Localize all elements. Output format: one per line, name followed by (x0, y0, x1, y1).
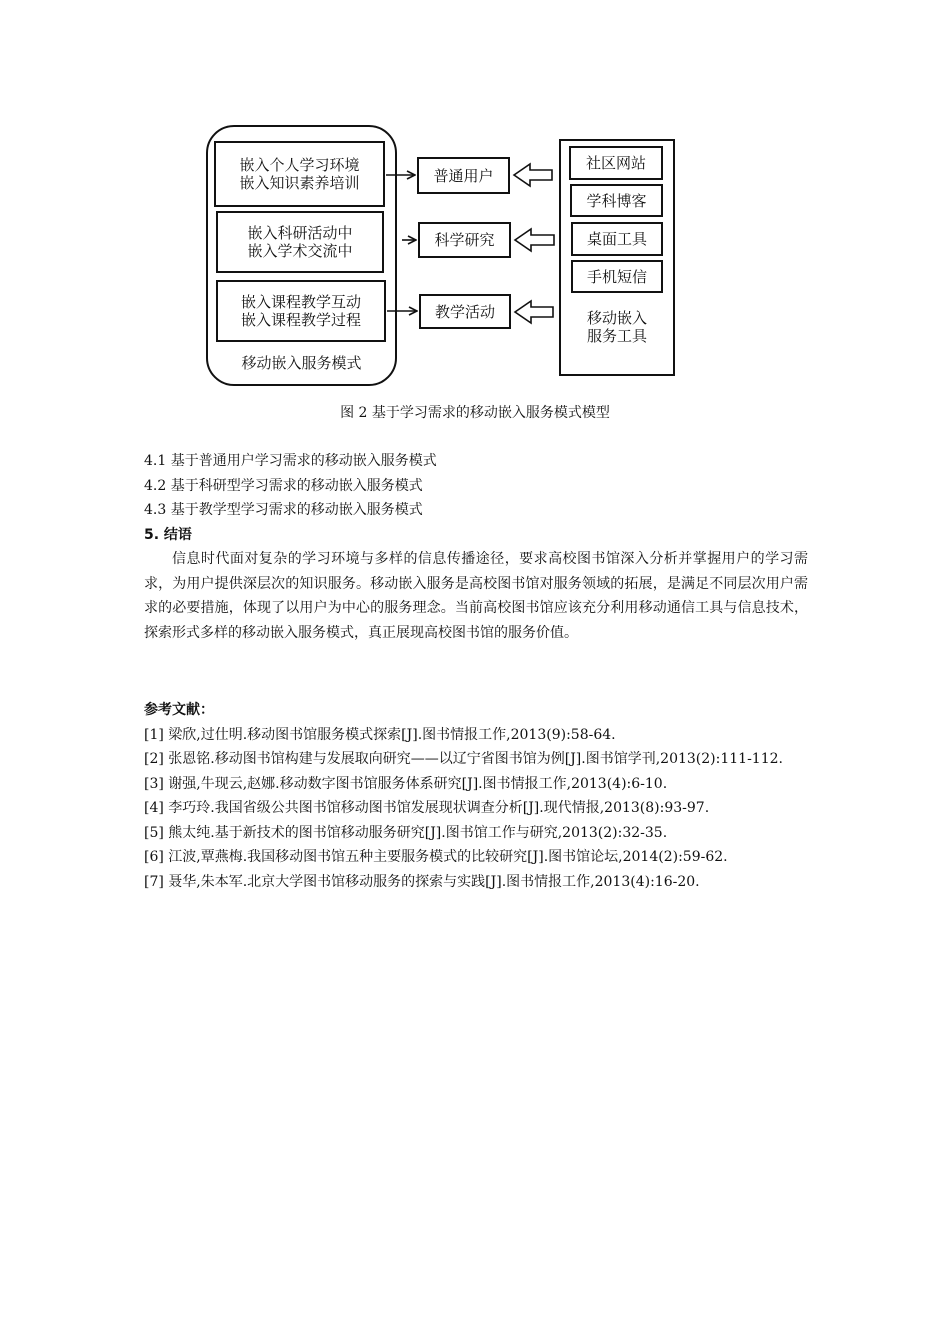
conclusion-paragraph (144, 547, 808, 645)
hollow-arrow-3 (515, 301, 553, 323)
middle-box-teaching: 教学活动 (419, 294, 511, 329)
left-group-label: 移动嵌入服务模式 (241, 354, 362, 372)
hollow-arrow-2 (515, 229, 554, 251)
left-box-3-line-2: 嵌入课程教学过程 (240, 311, 361, 329)
references-section (144, 698, 808, 894)
middle-box-research: 科学研究 (418, 222, 511, 258)
left-box-1-line-1: 嵌入个人学习环境 (239, 156, 360, 174)
conclusion-heading: 5. 结语 (144, 526, 192, 543)
subsection-4-2: 4.2 基于科研型学习需求的移动嵌入服务模式 (144, 477, 423, 494)
tool-box-3: 桌面工具 (571, 222, 663, 256)
body-text (144, 449, 808, 645)
left-box-2-line-2: 嵌入学术交流中 (247, 242, 353, 260)
tool-box-4: 手机短信 (571, 260, 663, 293)
reference-5: [5] 熊太纯.基于新技术的图书馆移动服务研究[J].图书馆工作与研究,2013(2):32-35. (144, 824, 668, 841)
tool-box-2: 学科博客 (570, 184, 663, 217)
left-box-1-line-2: 嵌入知识素养培训 (239, 174, 360, 192)
figure-caption: 图 2 基于学习需求的移动嵌入服务模式模型 (340, 405, 610, 421)
reference-4: [4] 李巧玲.我国省级公共图书馆移动图书馆发展现状调查分析[J].现代情报,2013(8):93-97. (144, 800, 710, 816)
subsection-4-1: 4.1 基于普通用户学习需求的移动嵌入服务模式 (144, 453, 437, 469)
conclusion-text: 信息时代面对复杂的学习环境与多样的信息传播途径，要求高校图书馆深入分析并掌握用户的学习需求，为用户提供深层次的知识服务。移动嵌入服务是高校图书馆对服务领域的拓展，是满足不同层次用户需求的必要措施，体现了以用户为中心的服务理念。当前高校图书馆应该充分利用移动通信工具与信息技术，探索形式多样的移动嵌入服务模式，真正展现高校图书馆的服务价值。 (144, 551, 808, 641)
reference-2: [2] 张恩铭.移动图书馆构建与发展取向研究——以辽宁省图书馆为例[J].图书馆学刊,2013(2):111-112. (144, 751, 783, 767)
right-group-label-line-1: 移动嵌入 (586, 309, 647, 327)
reference-7: [7] 聂华,朱本军.北京大学图书馆移动服务的探索与实践[J].图书情报工作,2013(4):16-20. (144, 873, 700, 890)
reference-1: [1] 梁欣,过仕明.移动图书馆服务模式探索[J].图书情报工作,2013(9):58-64. (144, 726, 616, 743)
hollow-arrow-1 (514, 164, 552, 186)
reference-6: [6] 江波,覃燕梅.我国移动图书馆五种主要服务模式的比较研究[J].图书馆论坛,2014(2):59-62. (144, 849, 728, 865)
middle-box-general-users: 普通用户 (417, 157, 510, 194)
references-heading: 参考文献： (144, 702, 214, 718)
subsection-4-3: 4.3 基于教学型学习需求的移动嵌入服务模式 (144, 502, 423, 518)
diagram-arrows (0, 0, 950, 400)
tool-box-1: 社区网站 (569, 146, 663, 180)
service-model-diagram (0, 0, 950, 400)
reference-3: [3] 谢强,牛现云,赵娜.移动数字图书馆服务体系研究[J].图书情报工作,2013(4):6-10. (144, 775, 668, 792)
left-box-3-line-1: 嵌入课程教学互动 (240, 293, 361, 311)
left-box-2-line-1: 嵌入科研活动中 (247, 224, 353, 242)
right-group-label-line-2: 服务工具 (586, 327, 647, 345)
